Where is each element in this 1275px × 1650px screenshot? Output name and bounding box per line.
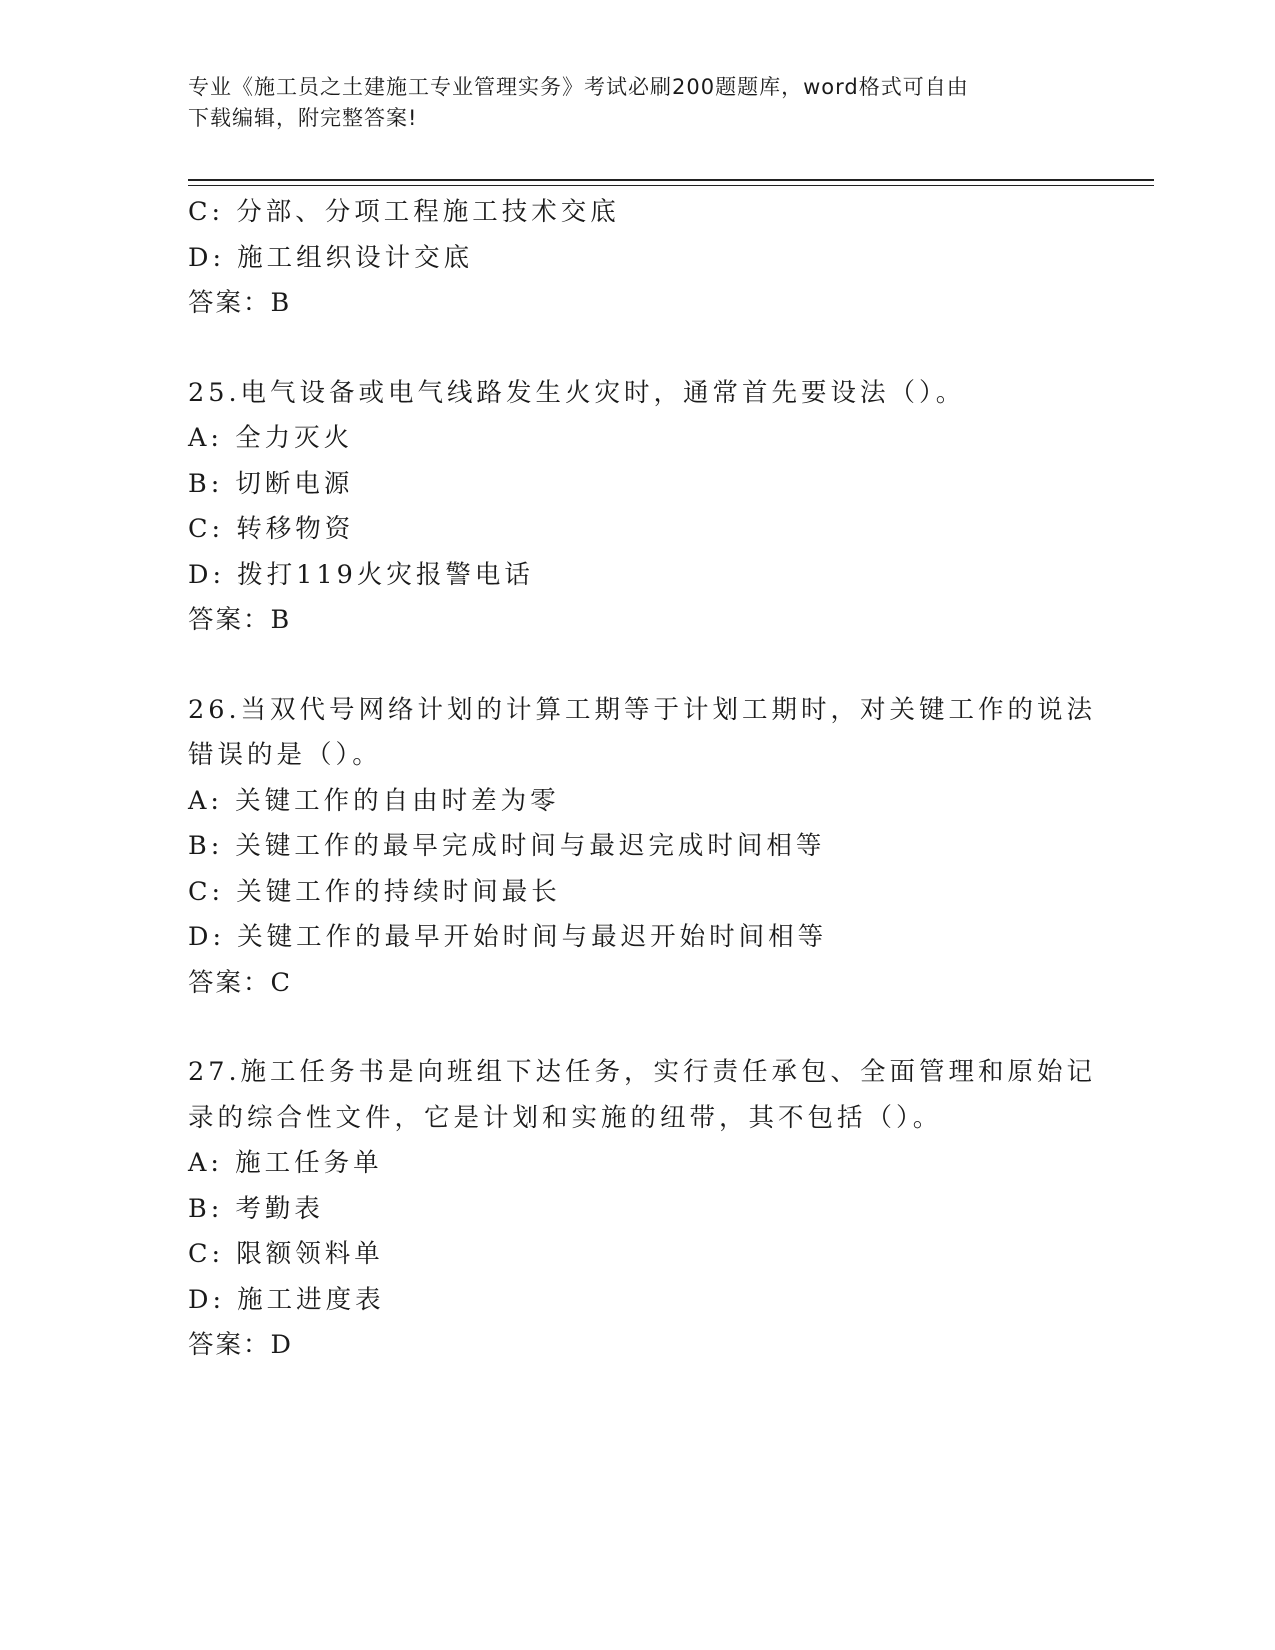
header-rule-thin <box>188 185 1154 186</box>
option-c: C: 分部、分项工程施工技术交底 <box>188 197 620 227</box>
option-b: B: 考勤表 <box>188 1193 324 1224</box>
question-27 <box>188 1050 1097 1369</box>
option-a: A: 关键工作的自由时差为零 <box>188 785 560 816</box>
question-text: 25.电气设备或电气线路发生火灾时，通常首先要设法（）。 <box>188 377 966 408</box>
question-26 <box>188 688 1097 1007</box>
option-b: B: 切断电源 <box>188 468 354 499</box>
option-c: C: 转移物资 <box>188 514 355 544</box>
option-d: D: 施工进度表 <box>188 1284 385 1315</box>
previous-question-tail <box>188 190 1088 327</box>
question-text: 26.当双代号网络计划的计算工期等于计划工期时，对关键工作的说法 <box>188 694 1097 725</box>
document-header <box>188 72 1068 134</box>
answer-line: 答案：C <box>188 967 293 998</box>
question-content <box>188 190 1097 1369</box>
answer-line: 答案：D <box>188 1330 293 1360</box>
option-c: C: 限额领料单 <box>188 1239 384 1269</box>
option-d: D: 拨打119火灾报警电话 <box>188 559 534 590</box>
option-a: A: 全力灭火 <box>188 423 354 453</box>
option-d: D: 关键工作的最早开始时间与最迟开始时间相等 <box>188 922 828 952</box>
question-text-cont: 错误的是（）。 <box>188 740 382 770</box>
option-d: D: 施工组织设计交底 <box>188 242 474 273</box>
header-line-2: 下载编辑，附完整答案! <box>188 106 418 130</box>
question-text: 27.施工任务书是向班组下达任务，实行责任承包、全面管理和原始记 <box>188 1057 1097 1087</box>
answer-line: 答案：B <box>188 605 292 635</box>
header-rule <box>188 179 1154 181</box>
answer-line: 答案：B <box>188 288 292 318</box>
option-b: B: 关键工作的最早完成时间与最迟完成时间相等 <box>188 831 826 861</box>
question-text-cont: 录的综合性文件，它是计划和实施的纽带，其不包括（）。 <box>188 1102 943 1133</box>
option-c: C: 关键工作的持续时间最长 <box>188 876 561 907</box>
question-25 <box>188 371 1088 644</box>
header-line-1: 专业《施工员之土建施工专业管理实务》考试必刷200题题库，word格式可自由 <box>188 75 969 99</box>
option-a: A: 施工任务单 <box>188 1148 383 1178</box>
